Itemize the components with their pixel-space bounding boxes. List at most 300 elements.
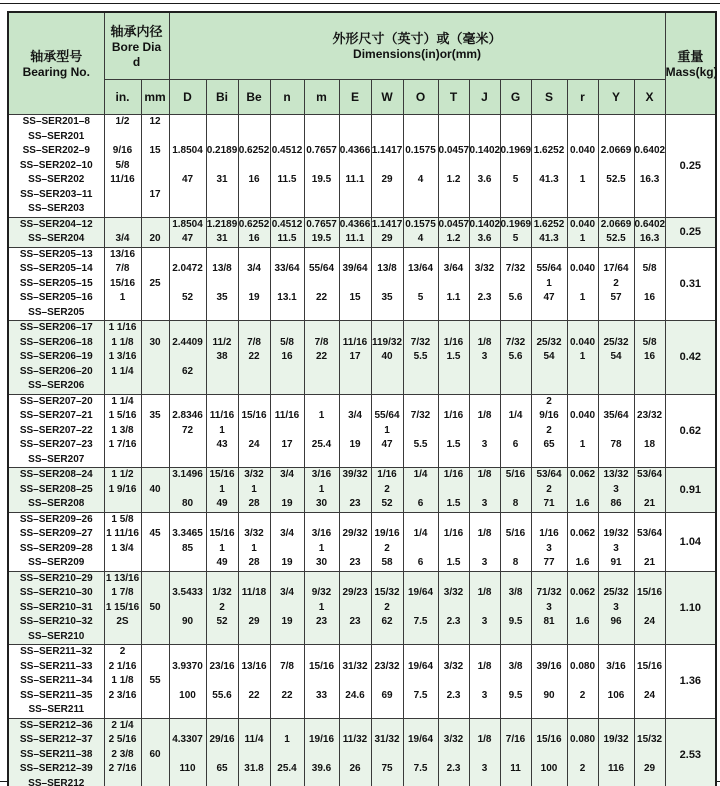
dim-cell-t [438,645,469,719]
cell-line [439,202,469,217]
dim-cell-e [339,321,371,395]
cell-line [439,321,469,336]
cell-line: 1.6 [575,616,590,627]
cell-line: 3 [613,542,619,554]
cell-line: SS–SER209 [28,557,85,568]
cell-line [207,453,238,468]
cell-line: 1 [546,277,552,289]
cell-line: 2 [613,277,619,289]
cell-line: 5 [512,174,519,185]
dim-cell-y [598,394,634,468]
cell-line [207,630,238,645]
dim-cell-m [304,115,339,218]
cell-line [532,365,567,380]
cell-line: 29/23 [342,587,368,598]
cell-line: 1 1/4 [111,365,134,377]
cell-line [340,115,371,130]
cell-line: 0.1402 [469,145,501,156]
cell-line: 23 [315,616,328,627]
cell-line: SS–SER211–33 [20,660,93,672]
cell-line: 1 3/16 [108,351,137,362]
cell-line [635,424,665,439]
group-row-6 [8,512,716,571]
cell-line [305,115,339,130]
cell-line: 0.040 [570,410,596,421]
cell-line: 1/16 [443,336,464,348]
cell-line: 90 [181,616,194,627]
cell-line: SS–SER207–22 [19,424,93,436]
cell-line [142,306,169,321]
cell-line: 22 [315,292,328,303]
cell-line [404,188,438,203]
dim-cell-o [403,512,438,571]
cell-line: 53/64 [536,469,562,480]
cell-line [372,645,403,660]
cell-line [372,277,403,292]
cell-line [568,202,598,217]
dim-cell-mm [141,645,169,719]
cell-line [568,572,598,587]
dim-cell-w [371,718,403,786]
cell-line [142,350,169,365]
cell-line: 0.6252 [238,145,270,156]
cell-line: 1 [251,483,257,495]
cell-line: 35 [216,292,228,303]
cell-line: 19 [281,557,293,568]
cell-line: 17/64 [603,263,629,274]
cell-line [635,601,665,616]
cell-line: 1.6 [575,498,590,509]
cell-line [501,424,531,439]
cell-line [340,513,371,528]
cell-line [599,424,634,439]
cell-line: 3/4 [280,469,294,480]
cell-line [470,188,500,203]
cell-line [501,379,531,394]
dim-cell-in [104,645,141,719]
cell-line: 3/32 [443,660,464,672]
cell-line [170,130,206,145]
header-mass-en: Mass(kg) [665,64,718,79]
dim-cell-d [169,571,206,645]
cell-line: 47 [381,439,393,450]
cell-line [271,277,304,292]
mass-cell: 1.04 [665,512,716,571]
cell-line [142,468,169,483]
cell-line: 3.9370 [172,660,203,672]
dim-cell-e [339,718,371,786]
dim-cell-e [339,512,371,571]
cell-line [142,130,169,145]
cell-line: SS–SER205 [28,306,85,318]
cell-line: 1.1417 [371,145,403,156]
cell-line [404,115,438,130]
cell-line: 24 [644,616,656,627]
dim-cell-y [598,645,634,719]
cell-line [470,645,500,660]
cell-line: 0.062 [570,469,596,480]
cell-line [372,630,403,645]
cell-line [239,424,270,439]
cell-line: 81 [543,616,555,627]
cell-line [599,306,634,321]
cell-line: 7/8 [314,336,329,348]
cell-line: 58 [381,557,393,568]
cell-line: SS–SER206–20 [19,365,93,377]
dim-cell-r [567,571,598,645]
cell-line: 2.3 [446,689,461,701]
cell-line [635,777,665,786]
cell-line: 15/16 [241,410,267,421]
cell-line: 16 [248,174,260,185]
dim-cell-in [104,571,141,645]
dim-cell-w [371,321,403,395]
cell-line [239,188,270,203]
dim-cell-m [304,217,339,247]
cell-line: 1/16 [443,410,464,421]
cell-line: 19 [281,498,293,509]
cell-line [207,188,238,203]
cell-line [239,321,270,336]
cell-line: 43 [216,439,228,450]
dim-cell-j [469,217,500,247]
cell-line: SS–SER202–10 [19,159,93,171]
cell-line: 5 [417,292,424,303]
dim-cell-w [371,645,403,719]
dim-cell-j [469,247,500,321]
cell-line: 0.4512 [271,218,303,230]
cell-line [439,306,469,321]
cell-line [239,674,270,689]
cell-line [439,453,469,468]
dim-cell-t [438,512,469,571]
cell-line: 1 1/8 [111,336,134,348]
cell-line [404,645,438,660]
cell-line: 41.3 [539,174,559,185]
cell-line: 55 [149,675,161,686]
cell-line [340,748,371,763]
cell-line: 3/32 [443,734,464,745]
cell-line: 6 [417,498,424,509]
cell-line [439,365,469,380]
cell-line [599,719,634,734]
cell-line [532,379,567,394]
cell-line [404,601,438,616]
cell-line [532,645,567,660]
dim-cell-g [500,247,531,321]
cell-line: SS–SER210 [28,630,85,642]
cell-line [635,306,665,321]
cell-line [501,513,531,528]
cell-line [271,674,304,689]
cell-line [501,719,531,734]
cell-line: SS–SER212 [28,777,85,786]
cell-line [568,395,598,410]
cell-line [207,719,238,734]
dim-cell-j [469,512,500,571]
cell-line: 3/16 [311,469,332,480]
cell-line: 11/2 [212,336,232,348]
cell-line [635,483,665,498]
cell-line [239,453,270,468]
cell-line: 35 [149,410,161,421]
header-bore-dia [104,12,169,80]
cell-line: 4 [417,233,424,244]
cell-line [239,748,270,763]
cell-line: 11/18 [241,587,267,598]
cell-line [599,513,634,528]
dim-cell-bi [206,394,238,468]
cell-line [170,453,206,468]
cell-line [501,645,531,660]
cell-line: SS–SER211–32 [20,646,93,657]
cell-line [340,248,371,263]
cell-line [170,630,206,645]
dim-cell-be [238,217,270,247]
cell-line: 3 [481,557,488,568]
dim-cell-m [304,247,339,321]
cell-line [599,379,634,394]
cell-line: 29/32 [342,528,368,539]
dim-cell-in [104,394,141,468]
header-dims-en: Dimensions(in)or(mm) [353,47,482,61]
cell-line [142,365,169,380]
cell-line [404,777,438,786]
cell-line: 5/8 [642,263,657,274]
subheader-col-y: Y [598,80,634,115]
cell-line: 5.6 [508,351,523,362]
cell-line: 75 [381,763,393,774]
cell-line [170,306,206,321]
dim-cell-r [567,512,598,571]
cell-line [470,248,500,263]
cell-line: 2 5/16 [108,734,137,745]
cell-line [207,321,238,336]
cell-line: 2 [579,689,586,701]
cell-line [439,748,469,763]
cell-line: 2 [579,763,586,774]
cell-line [568,601,598,616]
cell-line [501,601,531,616]
cell-line [142,733,169,748]
header-dimensions [169,12,665,80]
cell-line [470,719,500,734]
cell-line [170,321,206,336]
mass-cell: 0.25 [665,115,716,218]
cell-line: 1.6 [575,557,590,568]
cell-line: 9/16 [112,145,133,156]
cell-line: SS–SER205–16 [19,292,93,303]
cell-line: 8 [512,557,519,568]
dim-cell-n [270,512,304,571]
cell-line: 7/32 [410,410,431,421]
cell-line [599,703,634,718]
cell-line: 1 [579,439,586,450]
cell-line [635,188,665,203]
dim-cell-n [270,718,304,786]
cell-line: 54 [610,351,622,362]
dim-cell-g [500,571,531,645]
cell-line: 3/16 [311,528,332,539]
cell-line: 116 [607,763,625,774]
cell-line [599,202,634,217]
cell-line [404,703,438,718]
cell-line [372,321,403,336]
cell-line [470,202,500,217]
cell-line: 22 [248,351,260,362]
cell-line [532,630,567,645]
cell-line: 1.5 [446,557,461,568]
dim-cell-in [104,321,141,395]
cell-line: 15/16 [637,660,663,672]
dim-cell-g [500,115,531,218]
cell-line: 25.4 [311,439,332,450]
cell-line: 3.1496 [172,469,203,480]
cell-line [372,453,403,468]
cell-line [599,748,634,763]
cell-line: 11/16 [274,410,300,421]
cell-line [470,395,500,410]
cell-line [305,424,339,439]
cell-line [532,202,567,217]
cell-line [170,115,206,130]
cell-line: SS–SER206 [28,380,85,391]
dim-cell-m [304,321,339,395]
dim-cell-o [403,394,438,468]
cell-line: 1/8 [477,528,492,539]
cell-line: 3/32 [443,587,464,598]
cell-line: 18 [644,439,656,450]
cell-line [239,130,270,145]
cell-line: 1/16 [377,469,397,480]
cell-line: 8 [512,498,519,509]
cell-line [470,601,500,616]
cell-line [105,306,141,321]
cell-line [170,248,206,263]
cell-line: 106 [607,689,625,701]
cell-line: 50 [149,601,161,613]
cell-line [372,777,403,786]
dim-cell-be [238,718,270,786]
cell-line [207,572,238,587]
cell-line [501,453,531,468]
cell-line: 23 [349,557,361,568]
dim-cell-j [469,718,500,786]
cell-line [170,777,206,786]
cell-line: 40 [149,483,161,495]
dim-cell-t [438,571,469,645]
cell-line: 2.0669 [600,145,632,156]
cell-line: 72 [181,424,194,436]
cell-line [439,379,469,394]
cell-line [207,379,238,394]
cell-line [439,572,469,587]
cell-line [207,248,238,263]
dim-cell-w [371,512,403,571]
cell-line [501,188,531,203]
cell-line [207,703,238,718]
cell-line: SS–SER207–23 [19,439,93,450]
cell-line: SS–SER211–35 [20,689,93,701]
cell-line [271,306,304,321]
cell-line: 0.1575 [405,218,436,230]
dim-cell-y [598,718,634,786]
cell-line: 16.3 [639,174,660,185]
cell-line [305,365,339,380]
cell-line [404,719,438,734]
cell-line: 0.4512 [271,145,303,156]
cell-line: 31 [216,174,228,185]
cell-line: 0.4366 [339,145,371,156]
group-row-9 [8,718,716,786]
cell-line [470,674,500,689]
cell-line [142,173,169,188]
cell-line: 1 [119,292,126,303]
dim-cell-be [238,645,270,719]
cell-line: 0.7657 [306,218,337,230]
dim-cell-n [270,217,304,247]
cell-line: 3/32 [244,469,264,480]
cell-line [599,645,634,660]
cell-line: 65 [216,763,228,774]
dim-cell-mm [141,512,169,571]
dim-cell-g [500,394,531,468]
cell-line: 15/16 [109,277,136,289]
dim-cell-x [634,115,665,218]
dim-cell-o [403,718,438,786]
cell-line: 86 [610,498,622,509]
cell-line: 1 [219,542,225,554]
cell-line: 55/64 [374,410,400,421]
cell-line: 19.5 [311,233,332,244]
dim-cell-j [469,468,500,513]
dim-cell-o [403,217,438,247]
cell-line [207,777,238,786]
cell-line [599,188,634,203]
cell-line [340,703,371,718]
cell-line [170,645,206,660]
cell-line [271,188,304,203]
cell-line: 71/32 [536,587,562,598]
cell-line: 23/16 [209,660,235,672]
cell-line [271,159,304,174]
cell-line [142,660,169,675]
cell-line: 60 [149,748,161,760]
cell-line: 19 [281,616,293,627]
dim-cell-bi [206,321,238,395]
cell-line: 20 [149,233,161,244]
cell-line: 1.8504 [172,145,203,156]
cell-line: 1/16 [443,528,464,539]
cell-line [340,365,371,380]
cell-line [105,630,141,645]
cell-line: 2.3 [477,292,492,303]
cell-line [207,748,238,763]
cell-line: 4.3307 [172,734,203,745]
cell-line [239,572,270,587]
cell-line [372,115,403,130]
cell-line: 39/64 [342,263,368,274]
cell-line: 0.6402 [634,218,666,230]
cell-line [305,159,339,174]
cell-line: 11 [510,763,521,774]
cell-line [207,395,238,410]
dim-cell-in [104,217,141,247]
cell-line: 2 [384,542,390,554]
dim-cell-bi [206,115,238,218]
cell-line: 3.6 [477,233,492,244]
dim-cell-t [438,217,469,247]
